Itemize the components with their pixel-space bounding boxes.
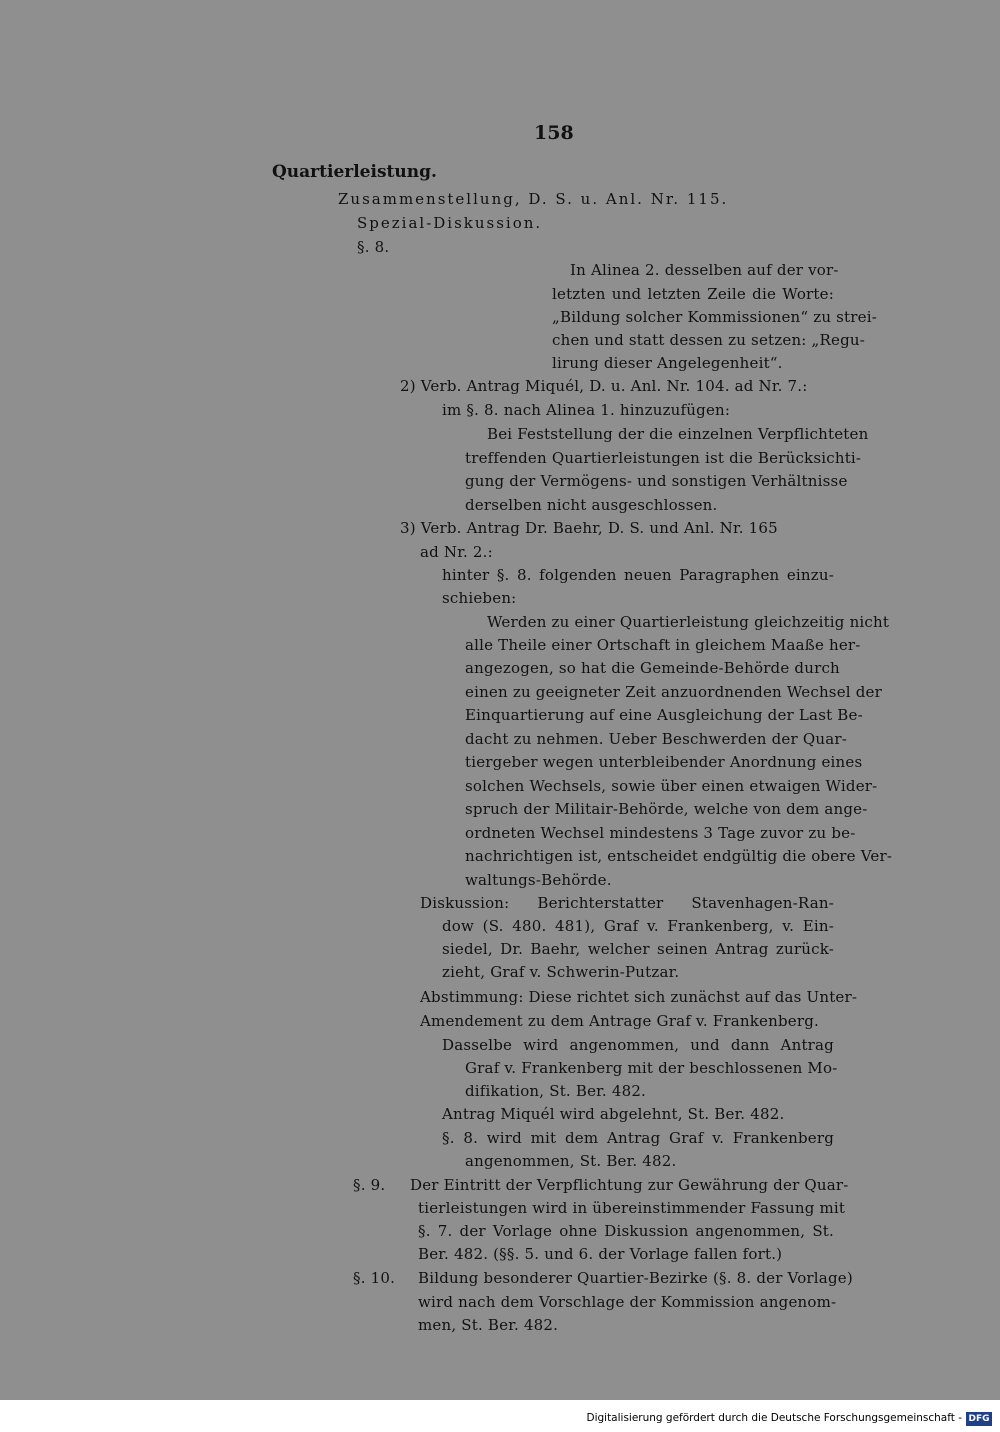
text-line: wird nach dem Vorschlage der Kommission angenom- — [418, 1293, 837, 1311]
text-line: lirung dieser Angelegenheit“. — [552, 354, 783, 372]
text-line: zieht, Graf v. Schwerin-Putzar. — [442, 963, 680, 981]
text-line: Diskussion: Berichterstatter Stavenhagen-Ran- — [420, 894, 834, 912]
text-line: Abstimmung: Diese richtet sich zunächst auf das Unter- — [420, 988, 858, 1006]
text-line: spruch der Militair-Behörde, welche von dem ange- — [465, 800, 868, 818]
text-line: In Alinea 2. desselben auf der vor- — [570, 261, 839, 279]
text-line: 2) Verb. Antrag Miquél, D. u. Anl. Nr. 104. ad Nr. 7.: — [400, 377, 808, 395]
text-line: derselben nicht ausgeschlossen. — [465, 496, 718, 514]
dfg-logo-icon: DFG — [966, 1412, 992, 1426]
text-line: Ber. 482. (§§. 5. und 6. der Vorlage fallen fort.) — [418, 1245, 783, 1263]
text-line: nachrichtigen ist, entscheidet endgültig die obere Ver- — [465, 847, 893, 865]
text-line: Spezial-Diskussion. — [357, 214, 543, 232]
text-line: Amendement zu dem Antrage Graf v. Frankenberg. — [420, 1012, 819, 1030]
section-title: Quartierleistung. — [272, 162, 437, 182]
text-line: schieben: — [442, 589, 517, 607]
text-line: siedel, Dr. Baehr, welcher seinen Antrag zurück- — [442, 940, 834, 958]
text-line: chen und statt dessen zu setzen: „Regu- — [552, 331, 866, 349]
text-line: Einquartierung auf eine Ausgleichung der Last Be- — [465, 706, 863, 724]
text-line: Werden zu einer Quartierleistung gleichzeitig nicht — [487, 613, 890, 631]
text-line: Graf v. Frankenberg mit der beschlossenen Mo- — [465, 1059, 838, 1077]
footer-credit: Digitalisierung gefördert durch die Deutsche Forschungsgemeinschaft - — [586, 1412, 962, 1424]
text-line: einen zu geeigneter Zeit anzuordnenden Wechsel der — [465, 683, 882, 701]
text-line: men, St. Ber. 482. — [418, 1316, 559, 1334]
text-line: ad Nr. 2.: — [420, 543, 493, 561]
text-line: 3) Verb. Antrag Dr. Baehr, D. S. und Anl. Nr. 165 — [400, 519, 778, 537]
text-line: hinter §. 8. folgenden neuen Paragraphen einzu- — [442, 566, 834, 584]
text-line: §. 8. — [357, 238, 390, 256]
text-line: angenommen, St. Ber. 482. — [465, 1152, 677, 1170]
text-line: dow (S. 480. 481), Graf v. Frankenberg, v. Ein- — [442, 917, 834, 935]
text-line: tierleistungen wird in übereinstimmender Fassung mit — [418, 1199, 846, 1217]
text-line: §. 7. der Vorlage ohne Diskussion angenommen, St. — [418, 1222, 834, 1240]
text-line: angezogen, so hat die Gemeinde-Behörde durch — [465, 659, 840, 677]
text-line: Bildung besonderer Quartier-Bezirke (§. 8. der Vorlage) — [418, 1269, 853, 1287]
page-number: 158 — [534, 122, 574, 144]
footer-bar — [0, 1400, 1000, 1432]
text-line: alle Theile einer Ortschaft in gleichem Maaße her- — [465, 636, 861, 654]
text-line: §. 8. wird mit dem Antrag Graf v. Frankenberg — [442, 1129, 834, 1147]
paragraph-marker: §. 9. — [353, 1176, 386, 1194]
text-line: solchen Wechsels, sowie über einen etwaigen Wider- — [465, 777, 878, 795]
paragraph-marker: §. 10. — [353, 1269, 396, 1287]
text-line: Zusammenstellung, D. S. u. Anl. Nr. 115. — [338, 190, 729, 208]
text-line: tiergeber wegen unterbleibender Anordnung eines — [465, 753, 863, 771]
text-line: Antrag Miquél wird abgelehnt, St. Ber. 482. — [442, 1105, 785, 1123]
text-line: letzten und letzten Zeile die Worte: — [552, 285, 834, 303]
text-line: Der Eintritt der Verpflichtung zur Gewährung der Quar- — [410, 1176, 849, 1194]
text-line: im §. 8. nach Alinea 1. hinzuzufügen: — [442, 401, 731, 419]
text-line: ordneten Wechsel mindestens 3 Tage zuvor zu be- — [465, 824, 856, 842]
text-line: dacht zu nehmen. Ueber Beschwerden der Quar- — [465, 730, 847, 748]
text-line: „Bildung solcher Kommissionen“ zu strei- — [552, 308, 877, 326]
text-line: treffenden Quartierleistungen ist die Berücksichti- — [465, 449, 862, 467]
text-line: difikation, St. Ber. 482. — [465, 1082, 647, 1100]
text-line: Bei Feststellung der die einzelnen Verpflichteten — [487, 425, 869, 443]
text-line: waltungs-Behörde. — [465, 871, 612, 889]
text-line: Dasselbe wird angenommen, und dann Antrag — [442, 1036, 834, 1054]
text-line: gung der Vermögens- und sonstigen Verhältnisse — [465, 472, 848, 490]
